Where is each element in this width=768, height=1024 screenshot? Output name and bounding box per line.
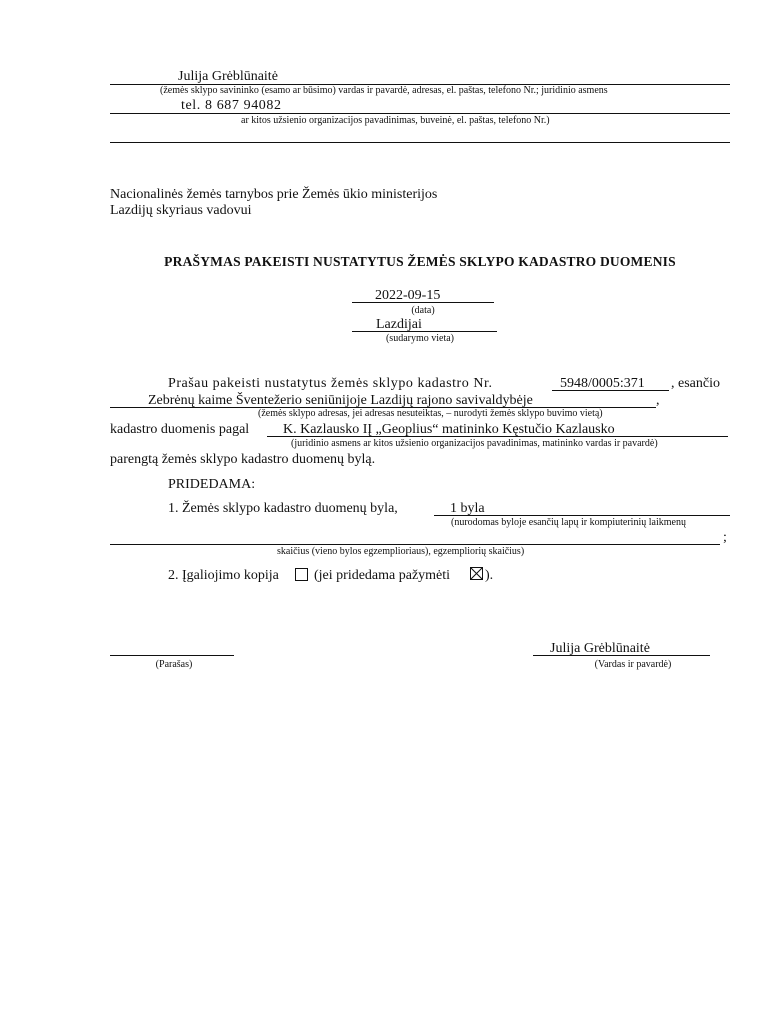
phone-number: tel. 8 687 94082 [181, 98, 282, 113]
x-mark-icon [471, 568, 482, 579]
attachment-2-note: (jei pridedama pažymėti [314, 568, 451, 583]
located-word: , esančio [671, 376, 720, 391]
place-caption: (sudarymo vieta) [385, 333, 455, 344]
request-text: Prašau pakeisti nustatytus žemės sklypo kadastro Nr. [168, 376, 493, 391]
name-caption: (Vardas ir pavardė) [594, 659, 672, 670]
addressee-line-2: Lazdijų skyriaus vadovui [110, 203, 252, 218]
attachment-2-end: ). [485, 568, 494, 583]
location-comma: , [656, 393, 660, 408]
owner-name: Julija Grėblūnaitė [178, 69, 278, 84]
surveyor-line [267, 436, 728, 437]
document-title: PRAŠYMAS PAKEISTI NUSTATYTUS ŽEMĖS SKLYPO KADASTRO DUOMENIS [164, 254, 676, 269]
signature-caption: (Parašas) [155, 659, 193, 670]
extra-line [110, 142, 730, 143]
attachment-1-label: 1. Žemės sklypo kadastro duomenų byla, [168, 501, 398, 516]
date-caption: (data) [411, 305, 435, 316]
checked-box-icon [470, 567, 483, 580]
attachment-1-value: 1 byla [450, 501, 485, 516]
place-line [352, 331, 497, 332]
location-caption: (žemės sklypo adresas, jei adresas nesuteiktas, – nurodyti žemės sklypo buvimo vietą) [258, 408, 603, 419]
data-by-label: kadastro duomenis pagal [110, 422, 250, 437]
place-value: Lazdijai [376, 317, 422, 332]
attachments-heading: PRIDEDAMA: [168, 477, 256, 492]
cadastre-line [552, 390, 669, 391]
attachment-1-caption: (nurodomas byloje esančių lapų ir kompiuterinių laikmenų [451, 517, 686, 528]
org-caption: ar kitos užsienio organizacijos pavadinimas, buveinė, el. paštas, telefono Nr.) [241, 115, 550, 126]
attachment-2-label: 2. Įgaliojimo kopija [168, 568, 279, 583]
name-line [533, 655, 710, 656]
addressee-line-1: Nacionalinės žemės tarnybos prie Žemės ūkio ministerijos [110, 187, 438, 202]
attachment-1-caption-2: skaičius (vieno bylos egzemplioriaus), egzempliorių skaičius) [277, 546, 525, 557]
surveyor-caption: (juridinio asmens ar kitos užsienio organizacijos pavadinimas, matininko vardas ir pavardė) [291, 438, 658, 449]
attachment-1-line-2 [110, 544, 720, 545]
signer-name: Julija Grėblūnaitė [550, 641, 650, 656]
location-value: Zebrėnų kaime Šventežerio seniūnijoje Lazdijų rajono savivaldybėje [148, 393, 533, 408]
owner-caption: (žemės sklypo savininko (esamo ar būsimo) vardas ir pavardė, adresas, el. paštas, telefono Nr.; juridinio asmens [160, 85, 608, 96]
prepared-text: parengtą žemės sklypo kadastro duomenų bylą. [110, 452, 376, 467]
date-line [352, 302, 494, 303]
attachment-1-line [434, 515, 730, 516]
date-value: 2022-09-15 [375, 288, 441, 303]
signature-line [110, 655, 234, 656]
power-of-attorney-checkbox[interactable] [295, 568, 308, 581]
cadastre-number: 5948/0005:371 [560, 376, 645, 391]
surveyor-value: K. Kazlausko IĮ „Geoplius“ matininko Kęstučio Kazlausko [283, 422, 615, 437]
attachment-1-semicolon: ; [723, 530, 727, 545]
